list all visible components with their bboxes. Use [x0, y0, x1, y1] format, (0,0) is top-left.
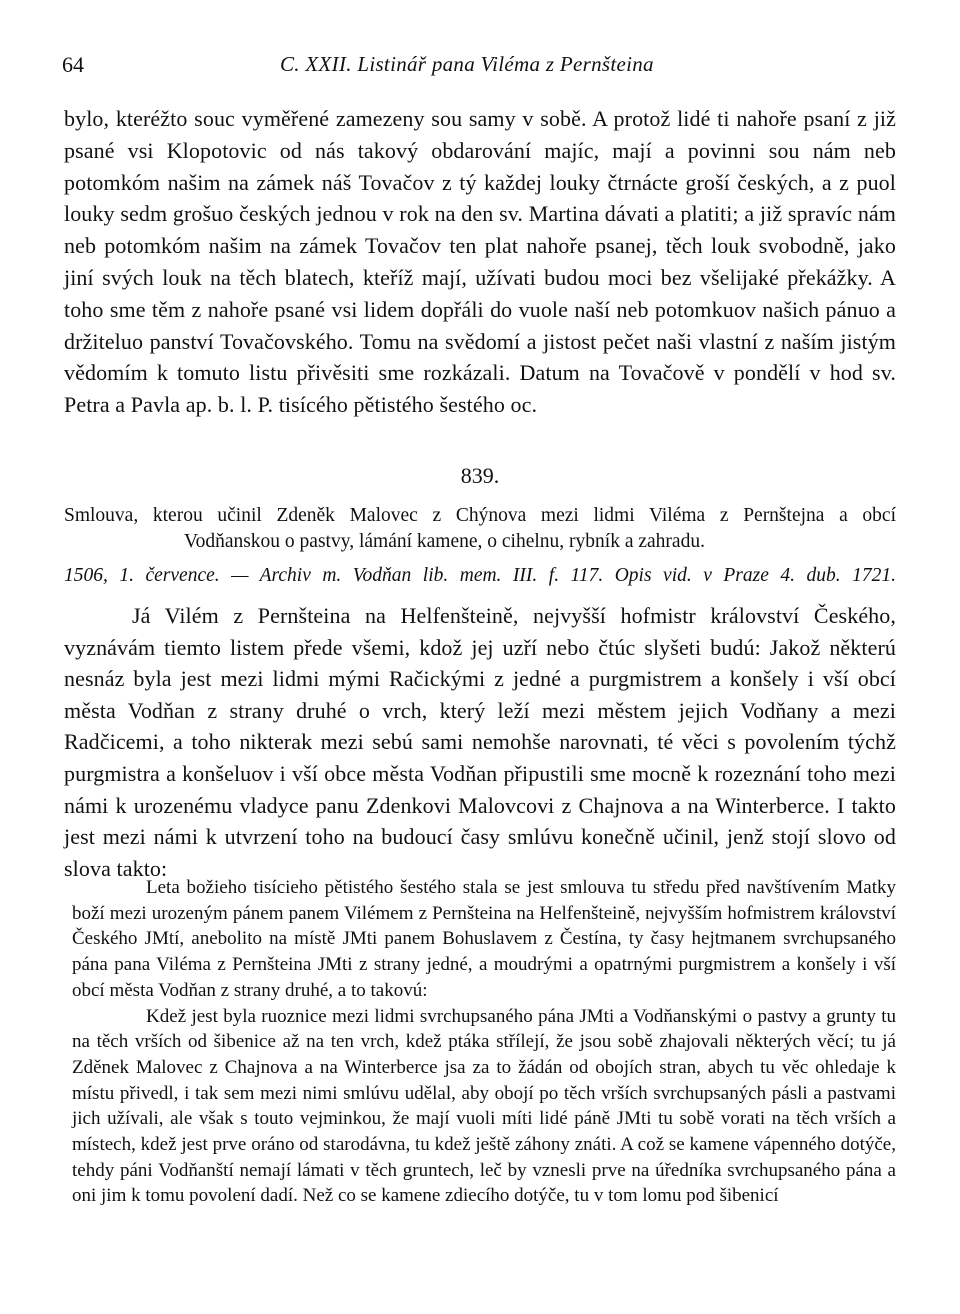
- document-source-note: 1506, 1. července. — Archiv m. Vodňan lib. mem. III. f. 117. Opis vid. v Praze 4. dub. 1721.: [64, 565, 896, 586]
- document-summary: [64, 503, 896, 555]
- document-number: 839.: [460, 463, 500, 488]
- summary-line-2: Vodňanskou o pastvy, lámání kamene, o cihelnu, rybník a zahradu.: [184, 531, 705, 552]
- charter-paragraph: Já Vilém z Pernšteina na Helfenšteině, nejvyšší hofmistr království Českého, vyznávám tiemto listem přede všemi, kdož jej uzří nebo čtúc slyšeti budú: Jakož některú nesnáz byla jest mezi lidmi mými Račickými z jedné a purgmistrem a konšely i vší obcí města Vodňan z strany druhé o vrch, který leží mezi městem jejich Vodňany a mezi Radčicemi, a toho nikterak mezi sebú sami nemohše narovnati, té věci s povolením týchž purgmistra a konšeluov i vší obce města Vodňan připustili sme mocně k rozeznání toho mezi námi k urozenému vladyce panu Zdenkovi Malovcovi z Chajnova a na Winterberce. I takto jest mezi námi k utvrzení toho na budoucí časy smlúvu konečně učinil, jenž stojí slovo od slova takto:: [64, 603, 896, 881]
- contract-paragraph-2: Kdež jest byla ruoznice mezi lidmi svrchupsaného pána JMti a Vodňanskými o pastvy a grunty tu na těch vrších od šibenice až na ten vrch, kdež ptáka střílejí, že jsou sobě zhajovali některých věcí; tu já Zděnek Malovec z Chajnova a na Winterberce jsa za to žádán od obojích stran, abych tu věc ohledaje k místu přivedl, i tak sem mezi nimi smlúvu udělal, aby obojí po těch vrších svrchupsaných pásli a pastvami jich užívali, ale však s touto vejminkou, že mají vuoli míti lidé páně JMti tu sobě vorati na těch vrších a místech, kdež jest prve oráno od starodávna, tu kdež ještě záhony znáti. A což se kamene vápenného dotýče, tehdy páni Vodňanští nemají lámati v těch gruntech, leč by vznesli prve na úředníka svrchupsaného pána a oni jim k tomu povolení dadí. Než co se kamene zdiecího dotýče, tu v tom lomu pod šibenicí: [72, 1005, 896, 1207]
- previous-document-paragraph: bylo, kteréžto souc vyměřené zamezeny sou samy v sobě. A protož lidé ti nahoře psaní z již psané vsi Klopotovic od nás takový obdarování majíc, mají a povinni sou nám neb potomkóm našim na zámek náš Tovačov z tý každej louky čtrnácte groší českých, a z puol louky sedm grošuo českých jednou v rok na den sv. Martina dávati a platiti; a již spravíc nám neb potomkóm našim na zámek Tovačov ten plat nahoře psanej, těch louk svobodně, jako jiní svých louk na těch blatech, kteříž mají, užívati budou moci bez všelijaké překážky. A toho sme těm z nahoře psané vsi lidem dopřáli do vuole naší neb potomkuov našich pánuo a držiteluo panství Tovačovského. Tomu na svědomí a jistost pečet naši vlastní z naším jistým vědomím k tomuto listu přivěsiti sme rozkázali. Datum na Tovačově v pondělí v hod sv. Petra a Pavla ap. b. l. P. tisícého pětistého šestého oc.: [64, 106, 896, 418]
- summary-line-1: Smlouva, kterou učinil Zdeněk Malovec z Chýnova mezi lidmi Viléma z Pernštejna a obcí: [64, 505, 896, 526]
- page-number: 64: [62, 52, 84, 77]
- contract-paragraph-1: Leta božieho tisícieho pětistého šestého stala se jest smlouva tu středu před navštívením Matky boží mezi urozeným pánem panem Vilémem z Pernšteina na Helfenšteině, nejvyšším hofmistrem království Českého JMtí, anebolito na místě JMti panem Bohuslavem z Čestína, ty časy hejtmanem svrchupsaného pána pana Viléma z Pernšteina JMti z strany jedné, a moudrými a opatrnými purgmistrem a konšely i vší obcí města Vodňan z strany druhé, a to takovú:: [72, 877, 896, 1001]
- running-head: C. XXII. Listinář pana Viléma z Pernšteina: [280, 52, 654, 76]
- page-header: [62, 52, 898, 88]
- previous-document-text: [64, 103, 896, 421]
- contract-text: [72, 875, 896, 1209]
- charter-text: [64, 600, 896, 884]
